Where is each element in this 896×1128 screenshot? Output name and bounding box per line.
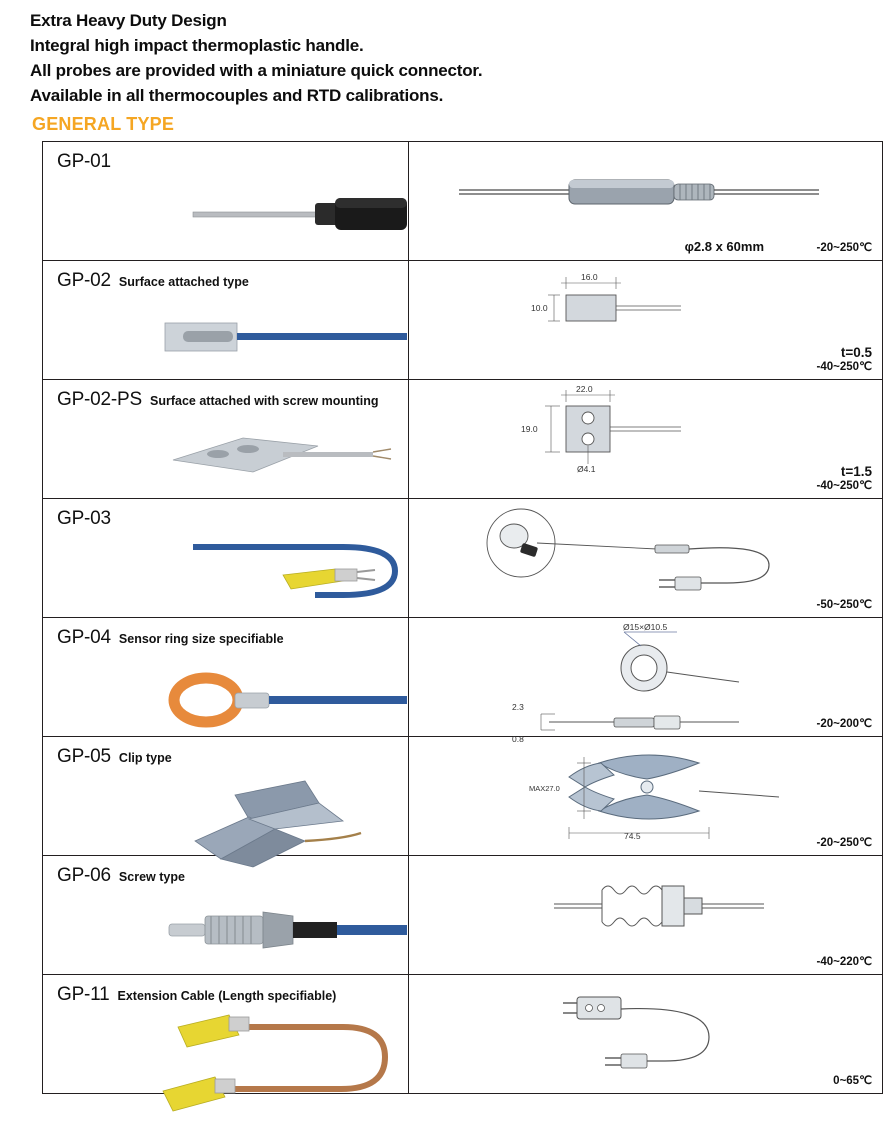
product-photo-gp-05 [43, 767, 408, 851]
model-code: GP-04 [57, 627, 111, 648]
intro-line-1: Extra Heavy Duty Design [30, 11, 227, 30]
model-row [43, 380, 408, 411]
row-left-cell-gp-05 [43, 737, 409, 856]
intro-block [30, 8, 876, 108]
drawing-gp-02-ps [409, 384, 882, 474]
row-right-cell-gp-05 [409, 737, 883, 856]
thickness-note: t=1.5 [840, 464, 872, 479]
dim-label-19: 19.0 [521, 424, 538, 434]
thickness-note: t=0.5 [840, 345, 872, 360]
row-right-cell-gp-02 [409, 261, 883, 380]
temperature-range: -20~250℃ [816, 242, 872, 254]
product-photo-gp-02-ps [43, 410, 408, 494]
table-row [43, 975, 883, 1094]
drawing-gp-01 [409, 146, 882, 236]
temperature-range [817, 465, 872, 493]
drawing-gp-02 [409, 265, 882, 355]
drawing-gp-03 [409, 503, 882, 593]
row-left-cell-gp-02-ps [43, 380, 409, 499]
row-right-cell-gp-04 [409, 618, 883, 744]
model-desc: Sensor ring size specifiable [118, 632, 284, 646]
dim-label-max27: MAX27.0 [529, 784, 560, 793]
model-row [43, 737, 408, 768]
dim-label-d41: Ø4.1 [577, 464, 596, 474]
row-right-cell-gp-06 [409, 856, 883, 975]
product-photo-gp-01 [43, 172, 408, 256]
intro-line-2: Integral high impact thermoplastic handle. [30, 36, 364, 55]
section-title: GENERAL TYPE [32, 114, 175, 134]
model-row [43, 142, 408, 173]
table-row [43, 856, 883, 975]
temperature-range: -40~220℃ [816, 956, 872, 968]
row-left-cell-gp-03 [43, 499, 409, 618]
dim-label-23: 2.3 [512, 702, 524, 712]
model-desc: Surface attached with screw mounting [150, 394, 379, 408]
row-left-cell-gp-02 [43, 261, 409, 380]
table-row [43, 737, 883, 856]
row-right-cell-gp-01 [409, 142, 883, 261]
model-desc: Extension Cable (Length specifiable) [117, 989, 337, 1003]
temperature-range: -50~250℃ [816, 599, 872, 611]
product-table [42, 141, 883, 1094]
model-row [43, 975, 408, 1006]
table-row [43, 499, 883, 618]
temperature-range: -20~200℃ [816, 718, 872, 730]
dim-label-10: 10.0 [531, 303, 548, 313]
model-code: GP-11 [57, 984, 110, 1005]
table-row [43, 380, 883, 499]
temperature-range: 0~65℃ [833, 1075, 872, 1087]
table-row [43, 142, 883, 261]
dim-label-22: 22.0 [576, 384, 593, 394]
model-row [43, 856, 408, 887]
model-row [43, 618, 408, 649]
table-row [43, 261, 883, 380]
model-row [43, 499, 408, 530]
dim-label-745: 74.5 [624, 831, 641, 841]
table-row [43, 618, 883, 737]
model-code: GP-05 [57, 746, 111, 767]
model-desc: Surface attached type [118, 275, 249, 289]
drawing-gp-05 [409, 741, 882, 841]
model-code: GP-06 [57, 865, 111, 886]
dim-label-ring: Ø15×Ø10.5 [623, 622, 668, 632]
dimension-note: φ2.8 x 60mm [684, 239, 764, 254]
product-photo-gp-03 [43, 529, 408, 613]
drawing-gp-06 [409, 860, 882, 950]
product-photo-gp-11 [43, 1005, 408, 1089]
model-code: GP-02 [57, 270, 111, 291]
range-text: -40~250℃ [816, 361, 872, 373]
range-text: -40~250℃ [816, 480, 872, 492]
product-photo-gp-02 [43, 291, 408, 375]
row-left-cell-gp-04 [43, 618, 409, 737]
row-left-cell-gp-01 [43, 142, 409, 261]
row-right-cell-gp-11 [409, 975, 883, 1094]
model-code: GP-03 [57, 508, 111, 529]
row-left-cell-gp-11 [43, 975, 409, 1094]
product-photo-gp-06 [43, 886, 408, 970]
intro-line-4: Available in all thermocouples and RTD calibrations. [30, 86, 444, 105]
intro-line-3: All probes are provided with a miniature quick connector. [30, 61, 483, 80]
product-photo-gp-04 [43, 648, 408, 732]
temperature-range [817, 346, 872, 374]
temperature-range: -20~250℃ [816, 837, 872, 849]
model-code: GP-01 [57, 151, 111, 172]
drawing-gp-11 [409, 979, 882, 1069]
model-desc: Clip type [118, 751, 172, 765]
row-left-cell-gp-06 [43, 856, 409, 975]
model-desc: Screw type [118, 870, 185, 884]
row-right-cell-gp-03 [409, 499, 883, 618]
model-code: GP-02-PS [57, 389, 142, 410]
row-right-cell-gp-02-ps [409, 380, 883, 499]
model-row [43, 261, 408, 292]
dim-label-16: 16.0 [581, 272, 598, 282]
dim-label-08: 0.8 [512, 734, 524, 744]
